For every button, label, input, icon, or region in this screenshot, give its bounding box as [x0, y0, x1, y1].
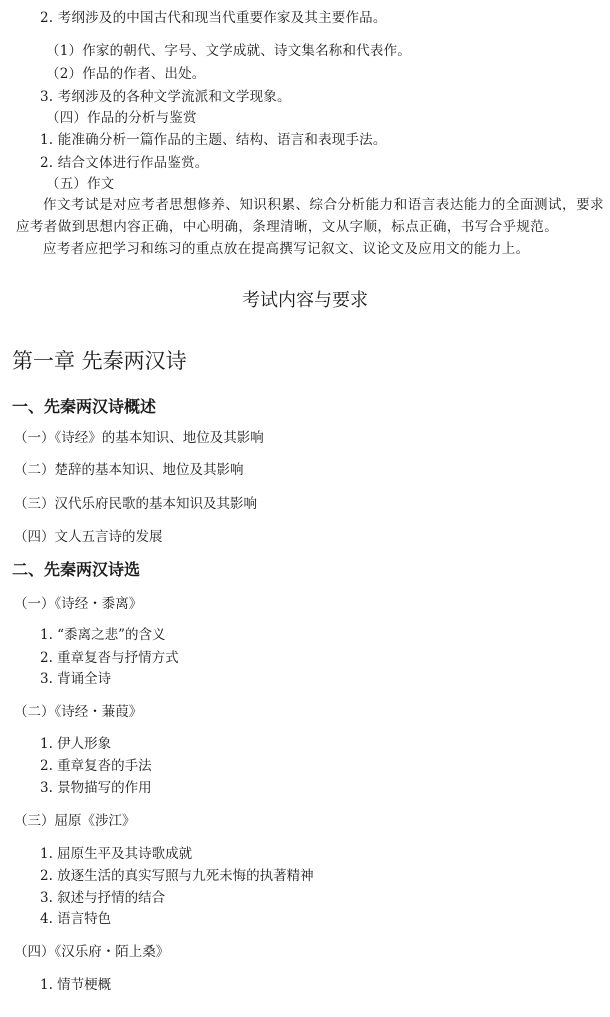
work-point: 1. 伊人形象: [40, 736, 112, 752]
list-item: （四）文人五言诗的发展: [14, 529, 163, 545]
intro-line: （1）作家的朝代、字号、文学成就、诗文集名称和代表作。: [46, 43, 411, 59]
intro-line: 3. 考纲涉及的各种文学流派和文学现象。: [40, 89, 291, 105]
work-point: 2. 放逐生活的真实写照与九死未悔的执著精神: [40, 868, 314, 884]
work-point: 2. 重章复沓与抒情方式: [40, 650, 179, 666]
chapter-title: 第一章 先秦两汉诗: [12, 349, 187, 373]
page-title: 考试内容与要求: [242, 290, 368, 311]
work-point: 1. 屈原生平及其诗歌成就: [40, 846, 193, 862]
work-point: 3. 景物描写的作用: [40, 780, 152, 796]
list-item: （一）《诗经》的基本知识、地位及其影响: [14, 430, 264, 446]
work-point: 1. 情节梗概: [40, 977, 112, 993]
work-title: （二）《诗经・蒹葭》: [14, 704, 143, 720]
section-heading-selection: 二、先秦两汉诗选: [12, 560, 141, 579]
intro-line: （2）作品的作者、出处。: [46, 66, 206, 82]
composition-paragraph: 作文考试是对应考者思想修养、知识积累、综合分析能力和语言表达能力的全面测试，要求应考者做到思想内容正确，中心明确，条理清晰，文从字顺，标点正确，书写合乎规范。: [16, 197, 604, 235]
work-title: （四）《汉乐府・陌上桑》: [14, 944, 170, 960]
focus-paragraph: 应考者应把学习和练习的重点放在提高撰写记叙文、议论文及应用文的能力上。: [43, 241, 530, 257]
work-point: 3. 背诵全诗: [40, 671, 112, 687]
work-point: 1. “黍离之悲”的含义: [40, 627, 166, 643]
intro-line: 1. 能准确分析一篇作品的主题、结构、语言和表现手法。: [40, 132, 387, 148]
intro-line: 2. 结合文体进行作品鉴赏。: [40, 155, 209, 171]
work-point: 2. 重章复沓的手法: [40, 758, 152, 774]
work-title: （三）屈原《涉江》: [14, 813, 136, 829]
list-item: （三）汉代乐府民歌的基本知识及其影响: [14, 496, 257, 512]
list-item: （二）楚辞的基本知识、地位及其影响: [14, 462, 244, 478]
intro-line: 2. 考纲涉及的中国古代和现当代重要作家及其主要作品。: [40, 10, 387, 26]
intro-line: （五）作文: [46, 176, 115, 192]
work-title: （一）《诗经・黍离》: [14, 596, 143, 612]
work-point: 3. 叙述与抒情的结合: [40, 890, 166, 906]
intro-line: （四）作品的分析与鉴赏: [46, 110, 197, 126]
work-point: 4. 语言特色: [40, 911, 112, 927]
section-heading-overview: 一、先秦两汉诗概述: [12, 397, 157, 416]
